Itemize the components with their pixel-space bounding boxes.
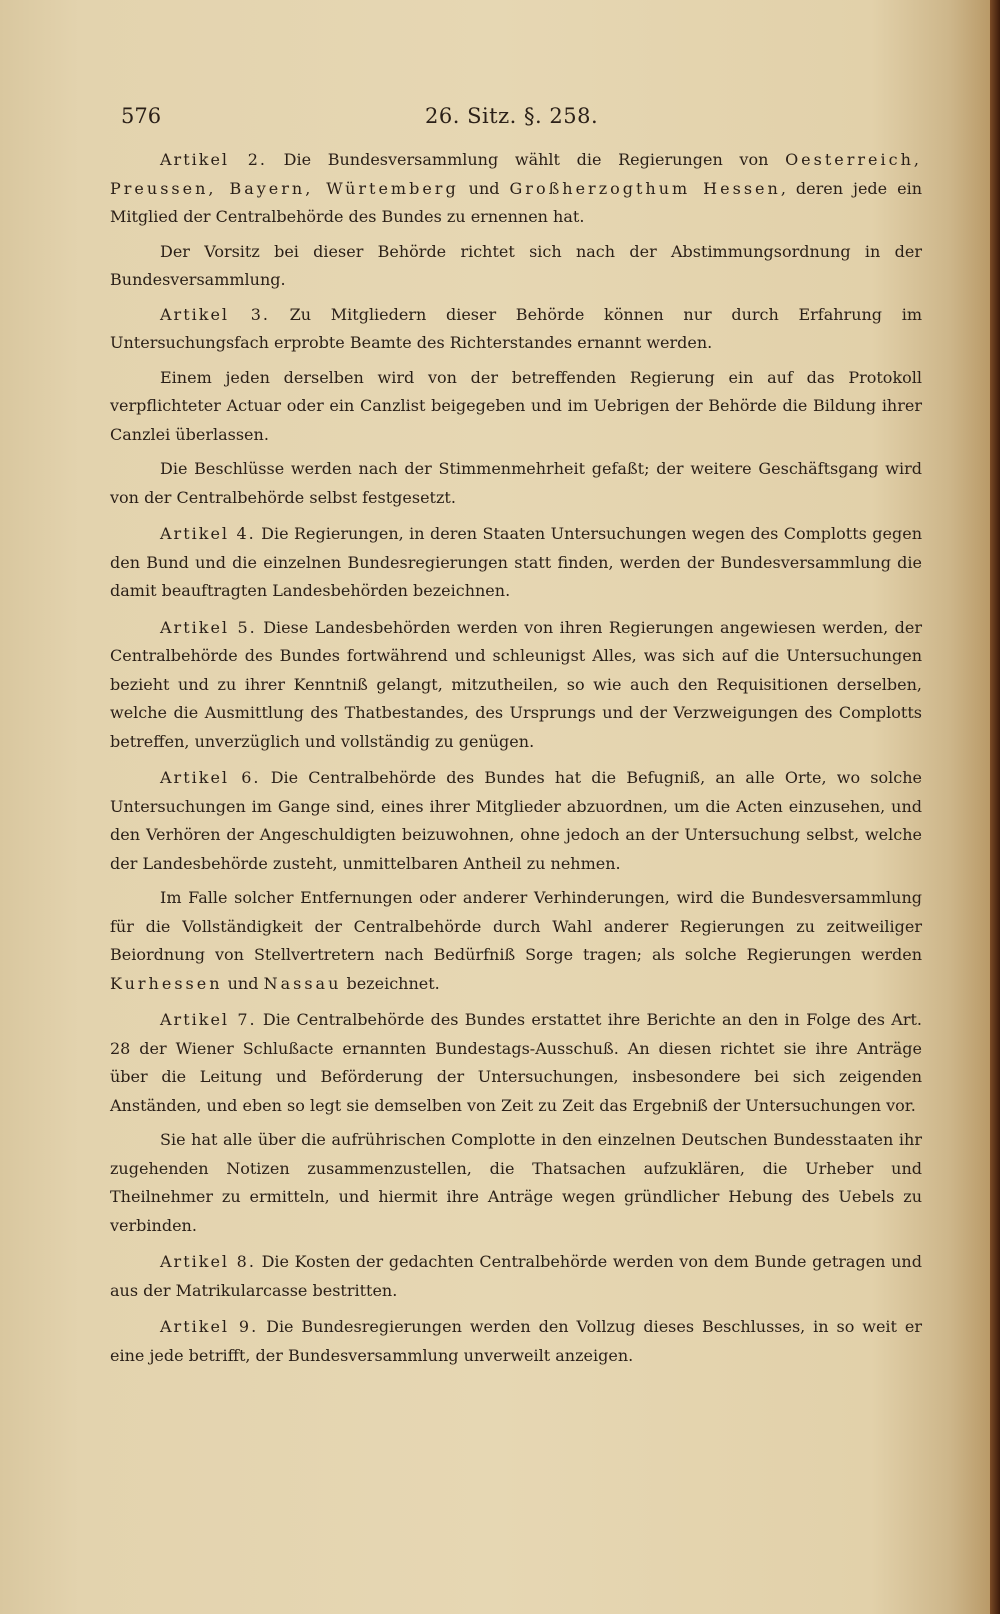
article-7-heading: Artikel 7. [160,1010,257,1029]
article-5-paragraph-1: Artikel 5. Diese Landesbehörden werden von ihren Regierungen angewiesen werden, der Centralbehörde des Bundes fortwährend und schleunigst Alles, was sich auf die Untersuchungen bezieht und zu ihrer Kenntniß gelangt, mitzutheilen, so wie auch den Requisitionen derselben, welche die Ausmittlung des Thatbestandes, des Ursprungs und der Verzweigungen des Complotts betreffen, unverzüglich und vollständig zu genügen. [110,617,922,751]
article-3-paragraph-1: Artikel 3. Zu Mitgliedern dieser Behörde können nur durch Erfahrung im Untersuchungsfach erprobte Beamte des Richterstandes ernannt werden. [110,304,923,352]
article-3-paragraph-2: Einem jeden derselben wird von der betreffenden Regierung ein auf das Protokoll verpflichteter Actuar oder ein Canzlist beigegeben und im Uebrigen der Behörde die Bildung ihrer Canzlei überlassen. [110,367,922,444]
article-4-paragraph-1: Artikel 4. Die Regierungen, in deren Staaten Untersuchungen wegen des Complotts gegen den Bund und die einzelnen Bundesregierungen statt finden, werden der Bundesversammlung die damit beauftragten Landesbehörden bezeichnen. [110,524,923,600]
article-3-paragraph-3: Die Beschlüsse werden nach der Stimmenmehrheit gefaßt; der weitere Geschäftsgang wird von der Centralbehörde selbst festgesetzt. [110,459,922,507]
article-8-paragraph-1: Artikel 8. Die Kosten der gedachten Centralbehörde werden von dem Bunde getragen und aus der Matrikularcasse bestritten. [110,1252,922,1300]
article-2-paragraph-1: Artikel 2. Die Bundesversammlung wählt die Regierungen von Oesterreich, Preussen, Bayern, Würtemberg und Großherzogthum Hessen, deren jede ein Mitglied der Centralbehörde des Bundes zu ernennen hat. [110,150,923,226]
article-5-heading: Artikel 5. [160,617,257,637]
article-6-paragraph-2: Im Falle solcher Entfernungen oder anderer Verhinderungen, wird die Bundesversammlung für die Vollständigkeit der Centralbehörde durch Wahl anderer Regierungen zu zeitweiliger Beiordnung von Stellvertretern nach Bedürfniß Sorge tragen; als solche Regierungen werden Kurhessen und Nassau bezeichnet. [110,888,922,993]
article-2-heading: Artikel 2. [160,150,267,169]
article-7-paragraph-1: Artikel 7. Die Centralbehörde des Bundes erstattet ihre Berichte an den in Folge des Art. 28 der Wiener Schlußacte ernannten Bundestags-Ausschuß. An diesen richtet sie ihre Anträge über die Leitung und Beförderung der Untersuchungen, insbesondere bei sich zeigenden Anständen, und eben so legt sie demselben von Zeit zu Zeit das Ergebniß der Untersuchungen vor. [110,1010,922,1115]
article-7-paragraph-2: Sie hat alle über die aufrührischen Complotte in den einzelnen Deutschen Bundesstaaten ihr zugehenden Notizen zusammenzustellen, die Thatsachen aufzuklären, die Urheber und Theilnehmer zu ermitteln, und hiermit ihre Anträge wegen gründlicher Hebung des Uebels zu verbinden. [110,1130,922,1235]
article-2-paragraph-2: Der Vorsitz bei dieser Behörde richtet sich nach der Abstimmungsordnung in der Bundesversammlung. [110,241,922,289]
article-8-heading: Artikel 8. [160,1252,256,1271]
article-9-paragraph-1: Artikel 9. Die Bundesregierungen werden den Vollzug dieses Beschlusses, in so weit er eine jede betrifft, der Bundesversammlung unverweilt anzeigen. [110,1317,922,1365]
page-header [0,104,1000,140]
article-4-heading: Artikel 4. [160,524,256,543]
page-number: 576 [121,104,162,128]
article-9-heading: Artikel 9. [160,1317,259,1336]
body-text [110,146,922,1376]
article-6-paragraph-1: Artikel 6. Die Centralbehörde des Bundes hat die Befugniß, an alle Orte, wo solche Untersuchungen im Gange sind, eines ihrer Mitglieder abzuordnen, um die Acten einzusehen, und den Verhören der Angeschuldigten beizuwohnen, ohne jedoch an der Untersuchung selbst, welche der Landesbehörde zusteht, unmittelbaren Antheil zu nehmen. [110,768,923,873]
page-edge [990,0,1000,1614]
article-3-heading: Artikel 3. [160,304,270,324]
running-head: 26. Sitz. §. 258. [425,104,599,128]
article-6-heading: Artikel 6. [160,768,261,787]
